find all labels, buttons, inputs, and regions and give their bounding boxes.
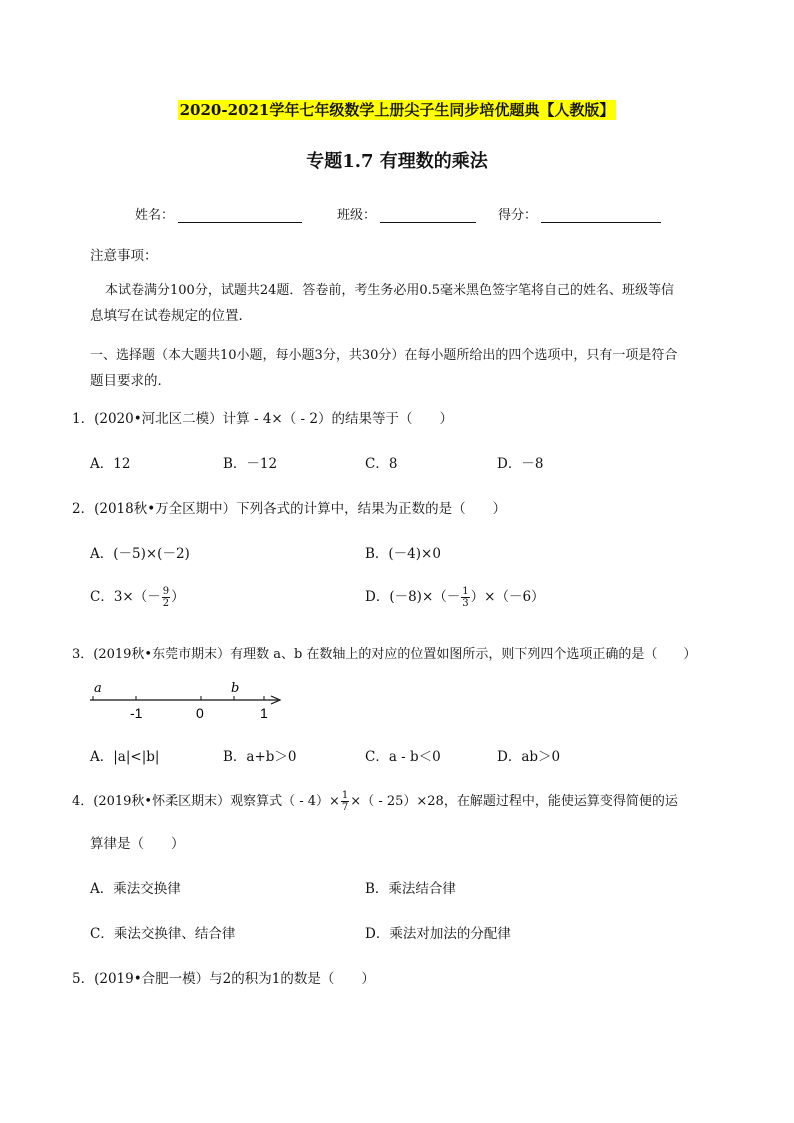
fraction-denominator: 7 bbox=[341, 802, 349, 813]
class-field bbox=[337, 204, 476, 223]
q3-option-c: C．a - b＜0 bbox=[365, 749, 441, 765]
tick-label-zero: 0 bbox=[196, 705, 204, 721]
fraction-denominator: 3 bbox=[462, 598, 469, 609]
q2-option-d-fraction bbox=[461, 586, 469, 609]
score-label: 得分： bbox=[498, 208, 538, 223]
q3-stem: 3．(2019秋•东莞市期末）有理数 a、b 在数轴上的对应的位置如图所示，则下列四个选项正确的是（ ） bbox=[72, 647, 697, 662]
notice-line-2: 息填写在试卷规定的位置． bbox=[90, 308, 252, 324]
header-banner bbox=[0, 99, 794, 120]
class-blank bbox=[380, 209, 476, 223]
q1-option-c: C．8 bbox=[365, 456, 398, 472]
q2-option-c-suffix: ） bbox=[171, 589, 185, 605]
tick-label-minus-one: -1 bbox=[130, 705, 143, 721]
number-line-diagram bbox=[86, 676, 286, 722]
name-label: 姓名： bbox=[135, 208, 175, 223]
notice-line-1: 本试卷满分100分，试题共24题．答卷前，考生务必用0.5毫米黑色签字笔将自己的姓名、班级等信 bbox=[105, 283, 675, 298]
fraction-numerator: 9 bbox=[162, 586, 170, 597]
q2-option-c-prefix: C．3×（－ bbox=[90, 589, 161, 605]
q4-fraction bbox=[341, 790, 349, 813]
q2-option-d bbox=[365, 585, 545, 609]
q2-option-a: A．(－5)×(－2) bbox=[90, 546, 190, 562]
q2-stem: 2．(2018秋•万全区期中）下列各式的计算中，结果为正数的是（ ） bbox=[72, 501, 507, 517]
section1-line-1: 一、选择题（本大题共10小题，每小题3分，共30分）在每小题所给出的四个选项中，只有一项是符合 bbox=[90, 348, 678, 363]
section1-line-2: 题目要求的． bbox=[90, 373, 171, 389]
q2-option-d-suffix: ）×（－6） bbox=[470, 589, 545, 605]
q2-option-c-fraction bbox=[162, 586, 170, 609]
notice-heading: 注意事项： bbox=[90, 248, 158, 264]
q1-option-b: B．－12 bbox=[223, 456, 278, 472]
number-line-var-a: a bbox=[94, 681, 102, 696]
q4-option-c: C．乘法交换律、结合律 bbox=[90, 926, 236, 942]
score-blank bbox=[541, 209, 661, 223]
q4-option-d: D．乘法对加法的分配律 bbox=[365, 926, 511, 942]
q2-option-b: B．(－4)×0 bbox=[365, 546, 441, 562]
fraction-numerator: 1 bbox=[341, 790, 349, 801]
q3-option-b: B．a+b＞0 bbox=[223, 749, 297, 765]
class-label: 班级： bbox=[337, 208, 377, 223]
header-banner-text: 2020-2021学年七年级数学上册尖子生同步培优题典【人教版】 bbox=[179, 101, 615, 119]
q5-stem: 5．(2019•合肥一模）与2的积为1的数是（ ） bbox=[72, 971, 375, 987]
document-title: 专题1.7 有理数的乘法 bbox=[306, 151, 488, 172]
q1-stem: 1．(2020•河北区二模）计算 - 4×（ - 2）的结果等于（ ） bbox=[72, 411, 453, 427]
q3-option-d: D．ab＞0 bbox=[497, 749, 561, 765]
q2-option-d-prefix: D．(－8)×（－ bbox=[365, 589, 461, 605]
q3-option-a: A．|a|<|b| bbox=[90, 749, 160, 765]
fraction-denominator: 2 bbox=[162, 598, 170, 609]
number-line-var-b: b bbox=[231, 681, 240, 696]
score-field bbox=[498, 204, 661, 223]
q4-option-a: A．乘法交换律 bbox=[90, 881, 181, 897]
fraction-numerator: 1 bbox=[462, 586, 469, 597]
name-field bbox=[135, 204, 302, 223]
q2-option-c bbox=[90, 585, 185, 609]
q4-option-b: B．乘法结合律 bbox=[365, 881, 456, 897]
q4-stem-suffix: ×（ - 25）×28，在解题过程中，能使运算变得简便的运 bbox=[350, 794, 678, 809]
q1-option-a: A．12 bbox=[90, 456, 131, 472]
name-blank bbox=[178, 209, 302, 223]
q4-stem-line-1 bbox=[72, 790, 678, 813]
q4-stem-prefix: 4．(2019秋•怀柔区期末）观察算式（ - 4）× bbox=[72, 794, 340, 809]
tick-label-one: 1 bbox=[260, 705, 268, 721]
q1-option-d: D．－8 bbox=[497, 456, 544, 472]
q4-stem-line-2: 算律是（ ） bbox=[90, 836, 185, 852]
